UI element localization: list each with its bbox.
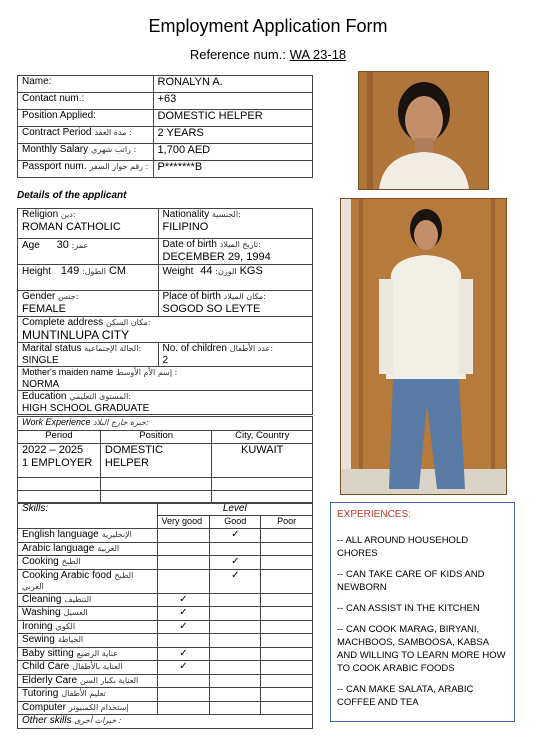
other-skills-cell [18,715,313,729]
skill-row [18,569,313,593]
skill-level-cell [157,556,210,570]
skill-row [18,556,313,570]
col-good: Good [210,516,261,529]
children-label-ar: عدد الأطفال: [229,344,274,354]
col-poor: Poor [261,516,313,529]
skill-name-ar: الطبخ العربي [22,570,134,591]
education-cell [18,391,313,415]
applicant-full-body-photo [340,198,507,495]
top-info-value: RONALYN A. [153,76,312,93]
top-info-label: Position Applied: [22,110,96,121]
top-info-value: 1,700 AED [153,144,312,161]
address-value: MUNTINLUPA CITY [22,327,130,342]
skill-name-cell [18,647,158,661]
skill-name-ar: العناية بكبار السن [80,675,139,685]
col-period: Period [18,431,101,444]
age-cell [18,239,159,265]
top-info-label-cell [18,144,154,161]
top-info-row [18,161,313,178]
skill-level-cell [157,661,210,675]
skill-row [18,593,313,607]
top-info-label-cell [18,127,154,144]
dob-label: Date of birth [162,239,217,250]
nationality-label: Nationality [162,209,210,220]
top-info-label-cell [18,161,154,178]
skill-row [18,607,313,621]
skill-level-cell [261,542,313,556]
gender-value: FEMALE [22,302,67,315]
children-value: 2 [162,354,169,366]
work-heading-ar: خبرة خارج البلاد: [93,418,149,427]
skill-name: Cleaning [22,593,62,605]
check-icon: ✓ [231,529,240,540]
skill-row [18,674,313,688]
skill-level-cell [157,674,210,688]
experience-item: -- ALL AROUND HOUSEHOLD CHORES [337,535,469,559]
skill-row [18,661,313,675]
top-info-row [18,93,313,110]
skill-row [18,542,313,556]
pob-label: Place of birth [162,291,221,302]
work-employer-count: 1 EMPLOYER [22,456,93,469]
skill-level-cell [261,529,313,543]
skill-level-cell [261,634,313,648]
skill-level-cell [210,634,261,648]
religion-label-ar: دين: [60,210,76,219]
skill-name-ar: الغسيل [63,608,88,617]
work-experience-table [17,416,313,504]
skill-name-ar: الخياطة [57,635,84,644]
skill-name-ar: التنظيف [64,594,92,604]
skill-name: Child Care [22,661,70,672]
experience-item: -- CAN MAKE SALATA, ARABIC COFFEE AND TEA [337,684,474,708]
skill-level-cell [157,593,210,607]
top-info-row [18,127,313,144]
age-label: Age [22,240,40,251]
skill-name: Tutoring [22,688,59,699]
skill-level-cell [157,688,210,702]
top-info-label-ar: مدة العقد : [94,128,132,137]
skill-level-cell [210,593,261,607]
work-period: 2022 – 2025 [22,444,84,456]
skill-level-cell [210,647,261,661]
skill-row [18,647,313,661]
education-label-ar: المستوى التعليمي: [69,392,132,402]
skill-row [18,634,313,648]
details-table [17,208,313,415]
skill-name-cell [18,556,158,570]
age-label-ar: عمر: [71,241,89,250]
weight-cell [158,265,312,291]
skill-level-cell [210,674,261,688]
col-country: City, Country [212,431,313,444]
education-label: Education [22,391,67,403]
education-value: HIGH SCHOOL GRADUATE [22,402,150,414]
other-skills-label: Other skills [22,715,72,726]
weight-label: Weight [162,266,194,277]
mother-value: NORMA [22,378,60,390]
dob-cell [158,239,312,265]
skills-level-heading: Level [157,503,312,516]
pob-value: SOGOD SO LEYTE [162,302,261,315]
marital-label: Marital status [22,343,82,355]
skill-name-cell [18,569,158,593]
skill-name-ar: العناية بالأطفال [72,662,123,671]
skill-level-cell [261,569,313,593]
skill-name-cell [18,661,158,675]
reference-value: WA 23-18 [289,47,347,62]
skill-level-cell [157,647,210,661]
skill-level-cell [157,620,210,634]
applicant-portrait-photo [358,71,489,190]
skills-heading: Skills: [18,503,158,529]
skill-level-cell [261,688,313,702]
work-heading: Work Experience [22,417,91,427]
work-row-empty [18,478,313,491]
work-period-cell [18,444,101,478]
skill-name-cell [18,701,158,715]
col-position: Position [100,431,212,444]
skill-name-cell [18,593,158,607]
skill-name: Baby sitting [22,647,74,659]
check-icon: ✓ [179,661,188,672]
weight-value: 44 KGS [200,265,263,277]
skill-level-cell [261,647,313,661]
check-icon: ✓ [231,556,240,567]
skill-name: Arabic language [22,542,95,554]
pob-cell [158,291,312,317]
skill-row [18,688,313,702]
address-cell [18,317,313,343]
experience-item: -- CAN ASSIST IN THE KITCHEN [337,603,480,614]
skill-level-cell [261,593,313,607]
skill-name-ar: الطبخ [61,557,81,566]
skill-level-cell [261,556,313,570]
skill-level-cell [210,569,261,593]
height-label: Height [22,266,51,277]
skill-row [18,701,313,715]
skill-level-cell [261,607,313,621]
skill-name-cell [18,542,158,556]
height-cell [18,265,159,291]
top-info-table [17,75,313,178]
page-title: Employment Application Form [148,16,388,36]
skill-level-cell [210,556,261,570]
skill-name-cell [18,620,158,634]
top-info-value: 2 YEARS [153,127,312,144]
skill-level-cell [210,661,261,675]
skill-name-ar: العربية [97,543,120,553]
skill-name-ar: الإنجليزية [101,530,132,539]
check-icon: ✓ [179,647,188,659]
skill-name: Washing [22,607,61,618]
top-info-label-ar: راتب شهري : [91,145,137,154]
gender-cell [18,291,159,317]
top-info-label: Monthly Salary [22,144,89,155]
address-label-ar: مكان السكن: [105,318,151,327]
skill-level-cell [210,542,261,556]
top-info-label-ar: رقم جواز السفر : [89,162,149,171]
check-icon: ✓ [179,607,188,618]
religion-value: ROMAN CATHOLIC [22,220,121,233]
religion-cell [18,209,159,239]
work-heading-cell [18,417,313,431]
nationality-value: FILIPINO [162,220,209,233]
reference-label: Reference num.: [189,47,286,62]
top-info-row [18,144,313,161]
marital-cell [18,343,159,367]
skill-row [18,620,313,634]
work-country: KUWAIT [212,444,313,478]
skill-level-cell [157,701,210,715]
check-icon: ✓ [179,593,188,605]
top-info-value: P*******B [153,161,312,178]
experiences-box [330,502,515,722]
skill-name: Cooking Arabic food [22,569,112,581]
weight-label-ar: الوزن: [215,267,237,276]
skill-level-cell [210,688,261,702]
skill-level-cell [210,701,261,715]
skill-level-cell [157,607,210,621]
skill-name-cell [18,607,158,621]
nationality-label-ar: الجنسية: [212,210,241,219]
skill-name-ar: الكوي [55,621,76,631]
experience-item: -- CAN COOK MARAG, BIRYANI, MACHBOOS, SAMBOOSA, KABSA AND WILLING TO LEARN MORE HOW TO COOK ARABIC FOODS [337,624,506,674]
top-info-label-cell [18,110,154,127]
skill-row [18,529,313,543]
height-label-ar: الطول: [82,267,106,276]
top-info-label: Contract Period [22,127,92,138]
age-value: 30 [56,239,69,251]
top-info-label-cell [18,76,154,93]
skill-level-cell [210,620,261,634]
skill-level-cell [210,607,261,621]
dob-label-ar: تاريخ الميلاد: [219,240,261,249]
details-heading: Details of the applicant [17,190,127,201]
skill-level-cell [210,529,261,543]
religion-label: Religion [22,209,59,220]
skill-level-cell [157,542,210,556]
top-info-value: +63 [153,93,312,110]
top-info-row [18,110,313,127]
check-icon: ✓ [179,620,188,632]
top-info-label: Passport num. [22,161,87,172]
experiences-title: EXPERIENCES: [337,509,411,520]
experiences-list [337,534,508,709]
skill-level-cell [261,620,313,634]
check-icon: ✓ [231,569,240,581]
skill-name-cell [18,529,158,543]
pob-label-ar: مكان الميلاد: [223,292,266,301]
skill-name: Elderly Care [22,674,78,686]
children-cell [158,343,312,367]
skill-level-cell [261,701,313,715]
mother-cell [18,367,313,391]
skill-level-cell [261,674,313,688]
experience-item: -- CAN TAKE CARE OF KIDS AND NEWBORN [337,569,485,593]
skill-name-ar: إستخدام الكمبيوتر [68,702,129,712]
reference-line [0,47,536,62]
top-info-label: Contact num.: [22,93,85,104]
children-label: No. of children [162,343,227,355]
work-position: DOMESTIC HELPER [100,444,212,478]
work-row [18,444,313,478]
skills-table [17,502,313,729]
top-info-label-cell [18,93,154,110]
other-skills-label-ar: خبرات أخرى : [74,716,122,725]
marital-label-ar: الحالة الإجتماعية: [84,344,142,354]
top-info-value: DOMESTIC HELPER [153,110,312,127]
gender-label-ar: جنس: [58,292,79,301]
skill-name: Computer [22,701,66,713]
address-label: Complete address [22,317,104,328]
skill-level-cell [157,529,210,543]
mother-label-ar: إسم الأم الأوسط : [116,368,178,378]
skill-name-cell [18,634,158,648]
mother-label: Mother's maiden name [22,367,114,378]
skill-name: Sewing [22,634,55,645]
dob-value: DECEMBER 29, 1994 [162,250,271,263]
skill-name-cell [18,674,158,688]
height-value: 149 CM [60,265,127,277]
skill-name-ar: عناية الرضيع [76,648,118,658]
top-info-label: Name: [22,76,52,87]
skill-level-cell [261,661,313,675]
skill-name-ar: تعليم الأطفال [61,689,106,698]
marital-value: SINGLE [22,354,59,366]
skill-level-cell [157,634,210,648]
nationality-cell [158,209,312,239]
skill-name: Ironing [22,620,53,632]
gender-label: Gender [22,291,56,302]
skill-name: Cooking [22,556,59,567]
skill-level-cell [157,569,210,593]
skill-name-cell [18,688,158,702]
top-info-row [18,76,313,93]
skill-name: English language [22,529,99,540]
col-very-good: Very good [157,516,210,529]
